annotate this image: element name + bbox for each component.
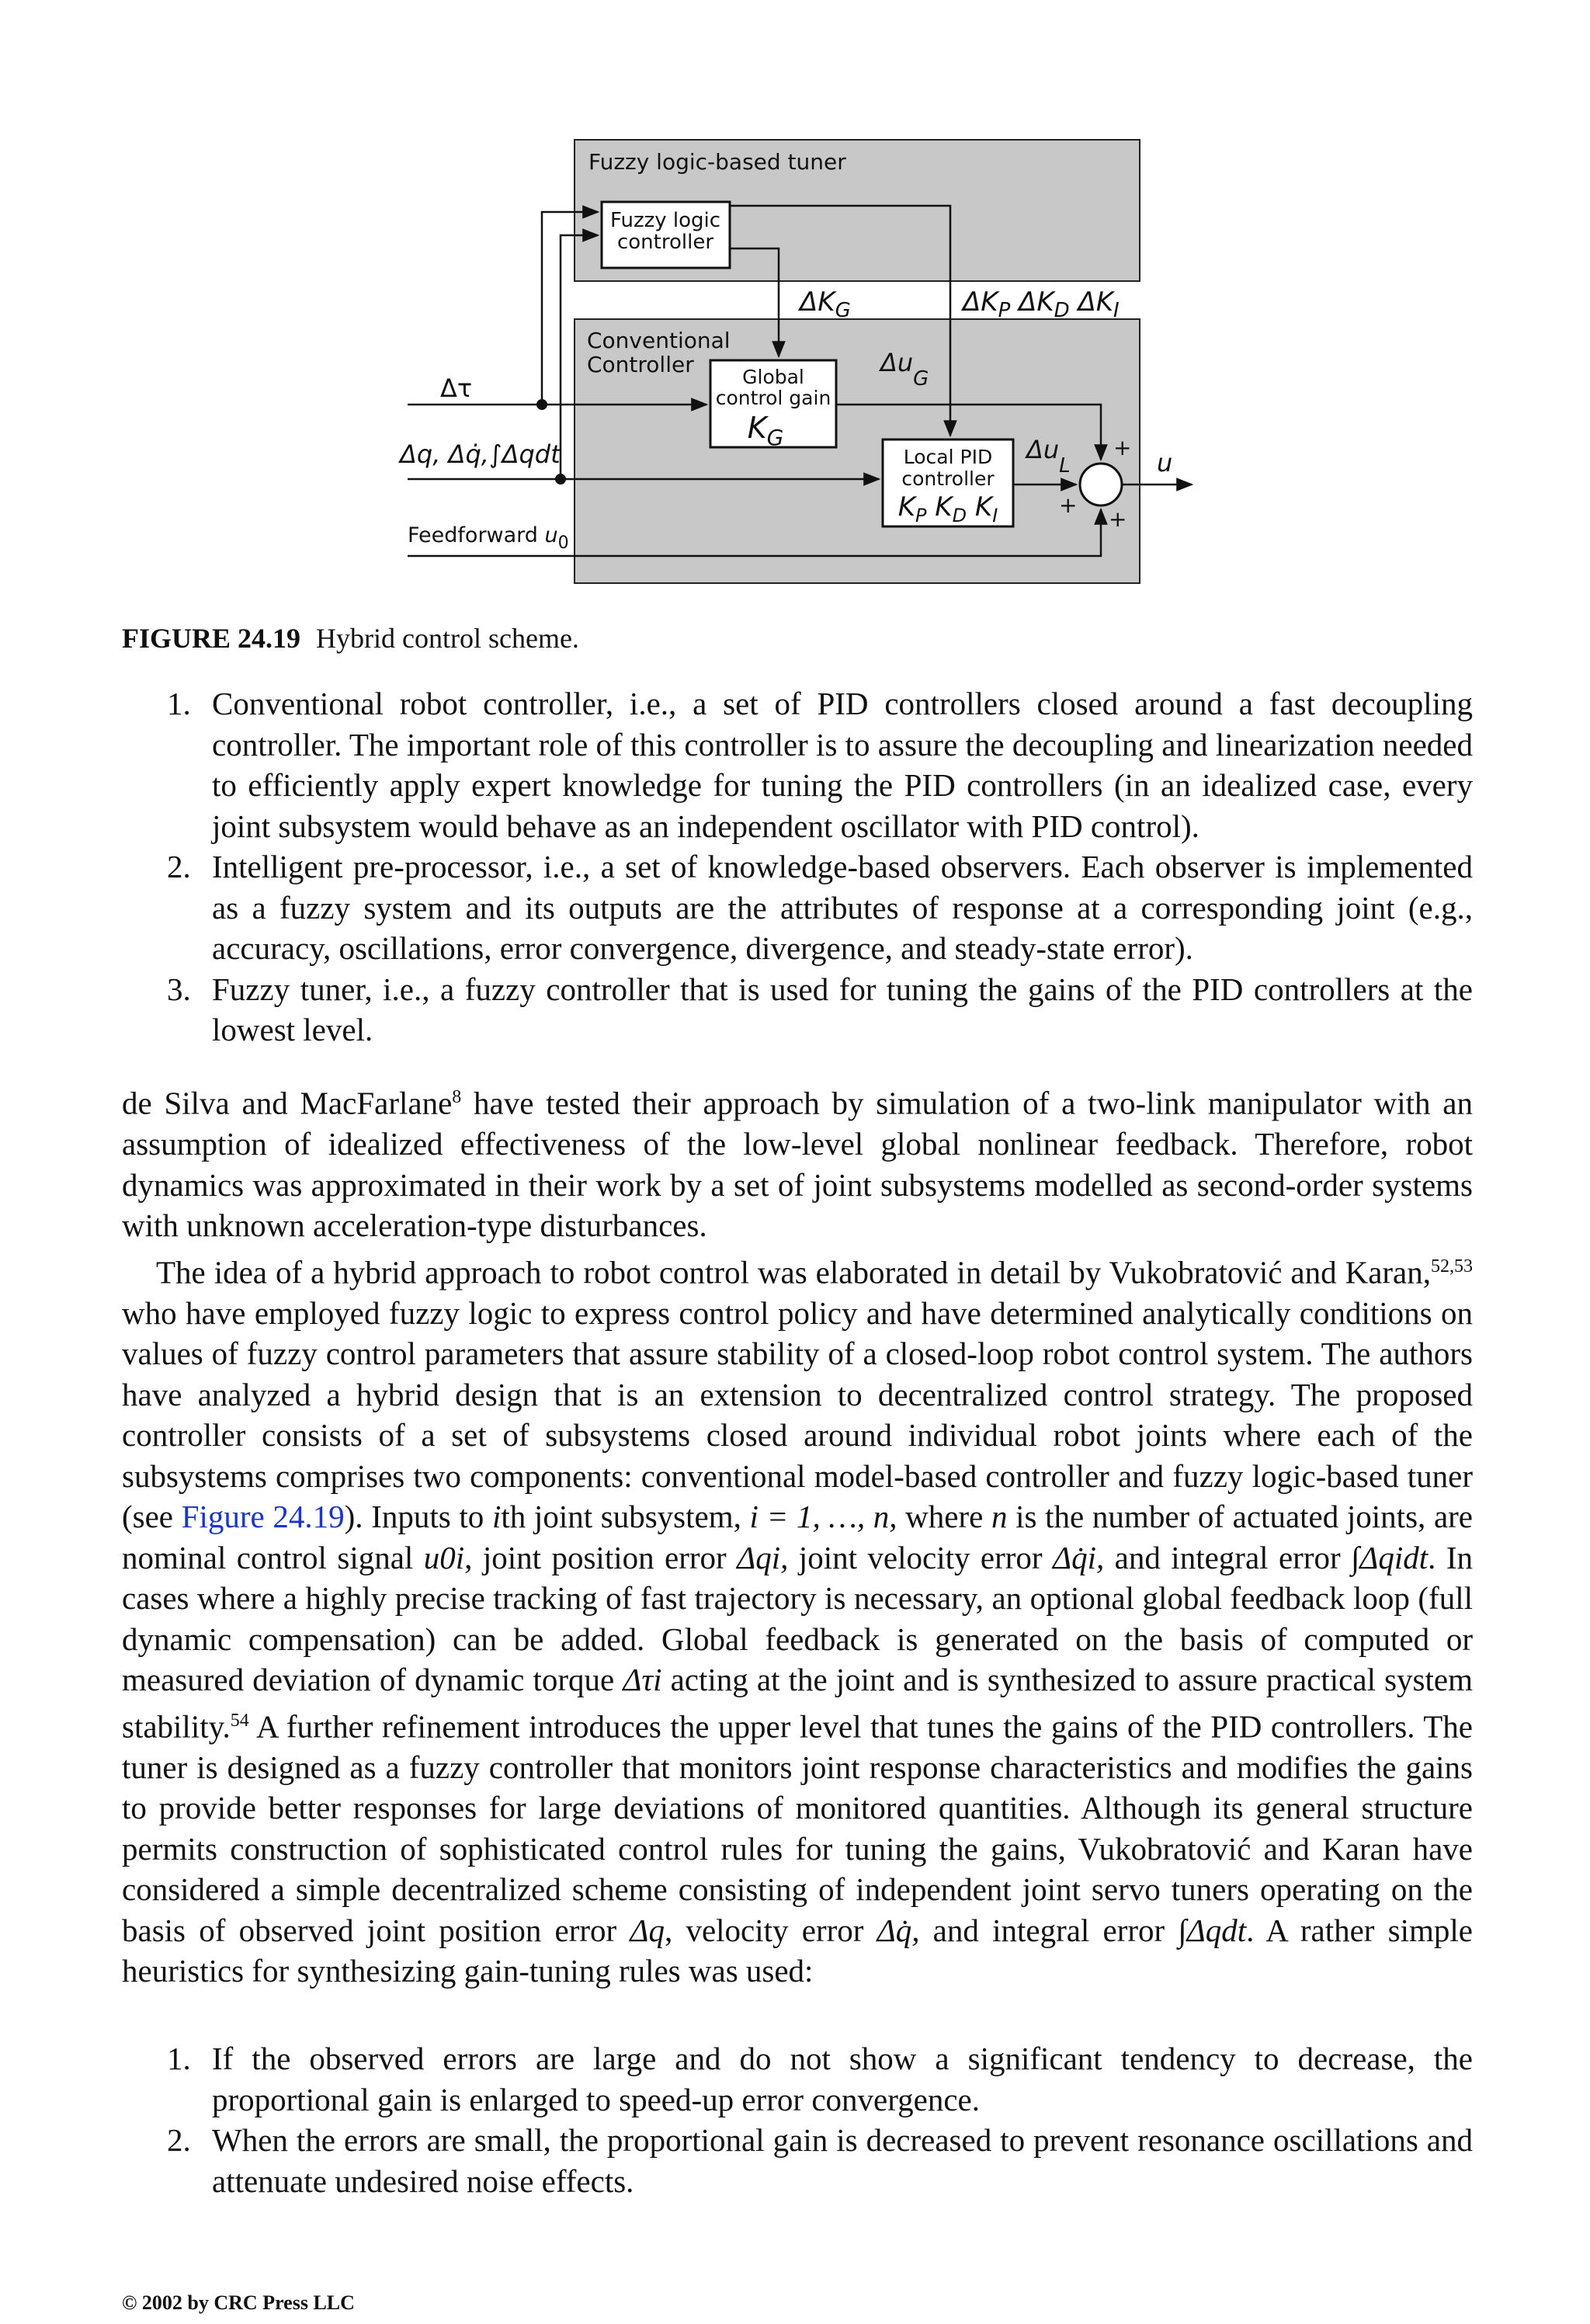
pid-block-symbols: $K_P$ $K_D$ $K_I$ bbox=[897, 492, 998, 526]
input-q-label: Δq, Δq̇,∫Δqdt bbox=[400, 439, 561, 469]
input-tau-label: Δτ bbox=[440, 373, 473, 403]
fuzzy-block-line1: Fuzzy logic bbox=[609, 209, 721, 232]
global-block-symbol: $K_G$ bbox=[747, 411, 784, 450]
output-u-label: u bbox=[1157, 448, 1173, 478]
pid-block-line1: Local PID bbox=[903, 446, 993, 468]
feedforward-label: Feedforward $u_0$ bbox=[408, 523, 569, 553]
paragraph-2: The idea of a hybrid approach to robot control was elaborated in detail by Vukobratović and Karan,$^{52,53}$ who have employed fuzzy logic to express control policy and have determined analytically conditions on values of fuzzy control parameters that assure stability of a closed-loop robot control system. The authors have analyzed a hybrid design that is an extension to decentralized control strategy. The proposed controller consists of a set of subsystems closed around individual robot joints where each of the subsystems comprises two components: conventional model-based controller and fuzzy logic-based tuner (see Figure 24.19). Inputs to ith joint subsystem, i = 1, …, n, where n is the number of actuated joints, are nominal control signal u0i, joint position error Δqi, joint velocity error Δq̇i, and integral error ∫Δqidt. In cases where a highly precise tracking of fast trajectory is necessary, an optional global feedback loop (full dynamic compensation) can be added. Global feedback is generated on the basis of computed or measured deviation of dynamic torque Δτi acting at the joint and is synthesized to assure practical system stability.$^{54}$ A further refinement introduces the upper level that tunes the gains of the PID controllers. The tuner is designed as a fuzzy controller that monitors joint response characteristics and modifies the gains to provide better responses for large deviations of monitored quantities. Although its general structure permits construction of sophisticated control rules for tuning the gains, Vukobratović and Karan have considered a simple decentralized scheme consisting of independent joint servo tuners operating on the basis of observed joint position error Δq, velocity error Δq̇, and integral error ∫Δqdt. A rather simple heuristics for synthesizing gain-tuning rules was used: bbox=[122, 1254, 1473, 1989]
figure-number: FIGURE 24.19 bbox=[122, 623, 301, 654]
paragraph-1: de Silva and MacFarlane$^8$ have tested their approach by simulation of a two-link manipulator with an assumption of idealized effectiveness of the low-level global nonlinear feedback. Therefore, robot dynamics was approximated in their work by a set of joint subsystems modelled as second-order systems with unknown acceleration-type disturbances. bbox=[122, 1085, 1474, 1244]
pid-block-line2: controller bbox=[901, 467, 995, 490]
tuner-title: Fuzzy logic-based tuner bbox=[588, 149, 846, 175]
list-item: 2. Intelligent pre-processor, i.e., a set of knowledge-based observers. Each observer is implemented as a fuzzy system and its outputs are the attributes of response at a corresponding joint (e.g., accuracy, oscillations, error convergence, divergence, and steady-state error). bbox=[167, 849, 1473, 966]
components-list bbox=[122, 683, 1473, 1051]
summing-junction bbox=[1080, 464, 1122, 505]
plus-left: + bbox=[1059, 492, 1078, 518]
conventional-title-2: Controller bbox=[587, 352, 694, 377]
plus-bottom: + bbox=[1109, 506, 1127, 532]
conventional-title-1: Conventional bbox=[587, 328, 731, 353]
figure-caption bbox=[122, 620, 579, 657]
plus-top: + bbox=[1113, 435, 1132, 460]
delta-kg-label: $\Delta K_G$ bbox=[800, 287, 851, 322]
figure-title: Hybrid control scheme. bbox=[316, 623, 579, 654]
hybrid-control-diagram bbox=[388, 132, 1173, 598]
list-item: 1. Conventional robot controller, i.e., a set of PID controllers closed around a fast decoupling controller. The important role of this controller is to assure the decoupling and linearization needed to efficiently apply expert knowledge for tuning the PID controllers (in an idealized case, every joint subsystem would behave as an independent oscillator with PID control). bbox=[167, 686, 1473, 844]
list-item: 3. Fuzzy tuner, i.e., a fuzzy controller that is used for tuning the gains of the PID controllers at the lowest level. bbox=[167, 971, 1473, 1047]
list-item: 1. If the observed errors are large and do not show a significant tendency to decrease, the proportional gain is enlarged to speed-up error convergence. bbox=[167, 2041, 1473, 2117]
global-block-line1: Global bbox=[742, 366, 804, 388]
figure-link[interactable]: Figure 24.19 bbox=[181, 1499, 345, 1535]
delta-k-pid-label: $\Delta K_P$ $\Delta K_D$ $\Delta K_I$ bbox=[963, 287, 1120, 322]
body-paragraphs bbox=[122, 1077, 1473, 1992]
copyright-footer: © 2002 by CRC Press LLC bbox=[122, 2291, 355, 2314]
fuzzy-block-line2: controller bbox=[616, 231, 714, 254]
delta-ul-label: $\Delta u_L$ bbox=[1026, 435, 1071, 478]
delta-ug-label: $\Delta u_G$ bbox=[880, 348, 929, 391]
global-block-line2: control gain bbox=[715, 387, 831, 409]
list-item: 2. When the errors are small, the proportional gain is decreased to prevent resonance oscillations and attenuate undesired noise effects. bbox=[167, 2122, 1473, 2199]
heuristics-list bbox=[122, 2038, 1473, 2201]
